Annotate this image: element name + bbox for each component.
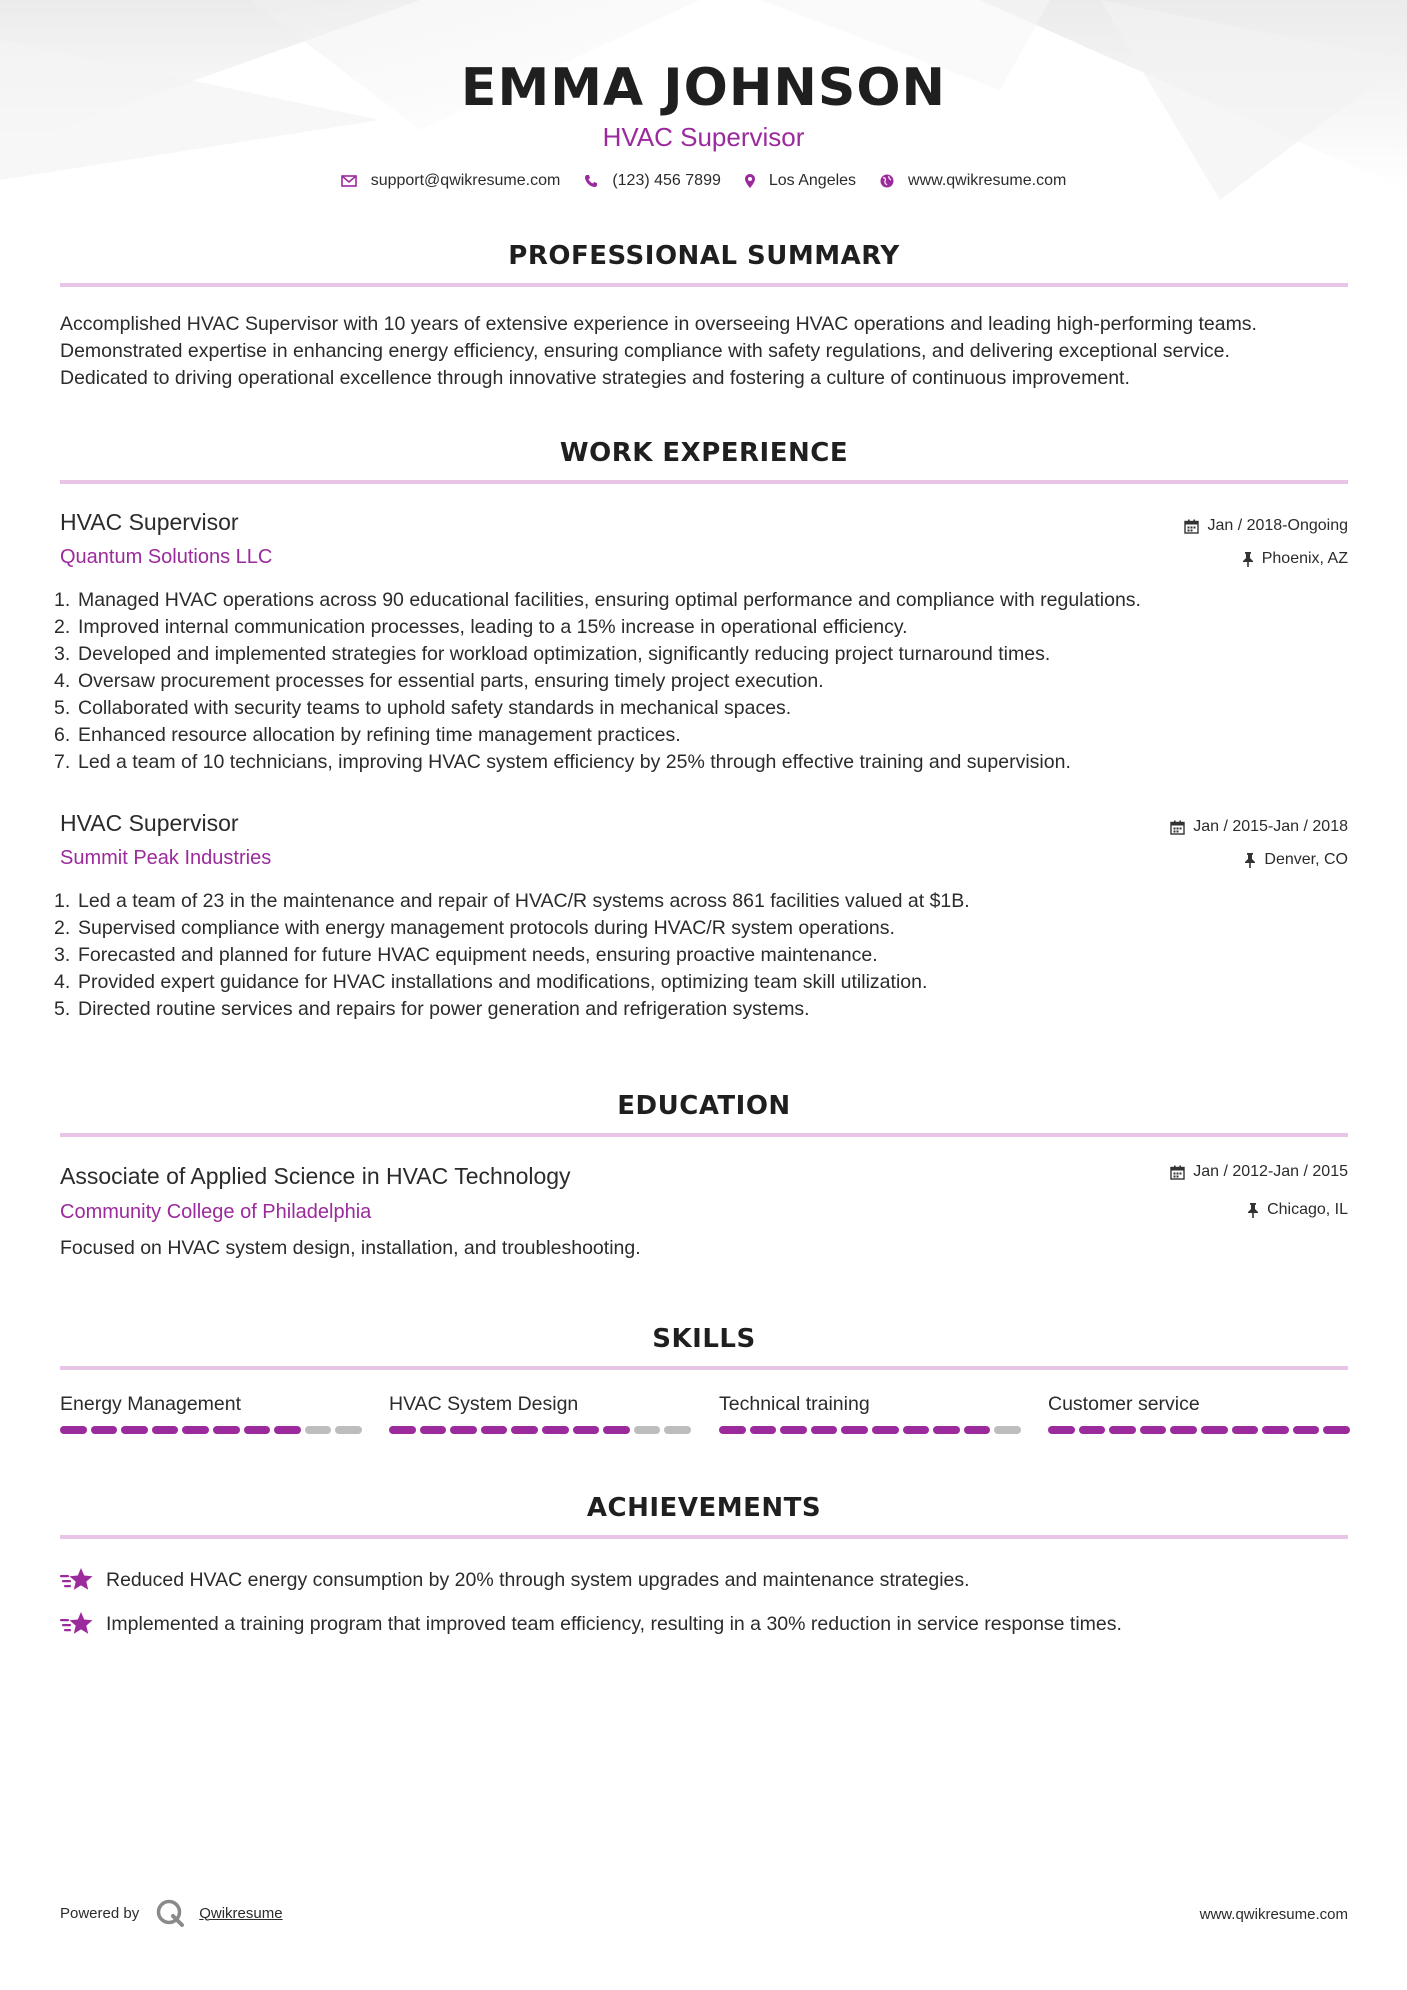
achievement-text: Reduced HVAC energy consumption by 20% through system upgrades and maintenance strategies. [106,1568,970,1591]
list-item: 2. Improved internal communication processes, leading to a 15% increase in operational efficiency. [54,616,908,638]
skill-dot-filled [1232,1426,1259,1434]
job-title: HVAC Supervisor [60,509,239,535]
contact-email[interactable] [341,172,561,190]
degree-title: Associate of Applied Science in HVAC Technology [60,1163,571,1189]
skill-rating [60,1426,362,1434]
job-title: HVAC Supervisor [60,810,239,836]
skill-dot-filled [1323,1426,1350,1434]
footer-powered-by [60,1898,283,1928]
skill-dot-filled [1293,1426,1320,1434]
email-icon [341,175,357,187]
pushpin-icon [1247,1203,1259,1218]
summary-line: Dedicated to driving operational excellence through innovative strategies and fostering a culture of continuous improvement. [60,367,1130,389]
skill-dot-empty [664,1426,691,1434]
list-item: 2. Supervised compliance with energy management protocols during HVAC/R system operations. [54,917,895,939]
skill-dot-filled [60,1426,87,1434]
skill-name: HVAC System Design [389,1393,579,1415]
skill-dot-filled [1048,1426,1075,1434]
email-text: support@qwikresume.com [370,172,561,189]
skill-rating [1048,1426,1350,1434]
globe-icon [880,174,894,188]
skill-item [1048,1393,1350,1434]
job-bullets [54,587,1358,776]
achievements-heading: ACHIEVEMENTS [586,1493,822,1523]
summary-heading: PROFESSIONAL SUMMARY [508,241,900,271]
list-item: 7. Led a team of 10 technicians, improving HVAC system efficiency by 25% through effective training and supervision. [54,751,1071,773]
skill-dot-filled [511,1426,538,1434]
list-item: 3. Forecasted and planned for future HVAC equipment needs, ensuring proactive maintenance. [54,944,878,966]
school-name: Community College of Philadelphia [60,1201,372,1223]
list-item: 6. Enhanced resource allocation by refining time management practices. [54,724,681,746]
job-dates [1170,818,1348,836]
skill-dot-empty [335,1426,362,1434]
footer-website[interactable]: www.qwikresume.com [1199,1906,1348,1923]
summary-line: Demonstrated expertise in enhancing energy efficiency, ensuring compliance with safety regulations, and delivering exceptional service. [60,340,1230,362]
pushpin-icon [1244,853,1256,868]
skill-dot-filled [964,1426,991,1434]
job-bullets [54,888,1358,1023]
skill-name: Energy Management [60,1393,242,1415]
map-pin-icon [745,174,755,188]
skill-item [60,1393,362,1434]
phone-text: (123) 456 7899 [612,172,721,189]
qwikresume-logo-icon [155,1898,185,1928]
skill-dot-filled [182,1426,209,1434]
skill-rating [719,1426,1021,1434]
skill-dot-filled [573,1426,600,1434]
candidate-name: EMMA JOHNSON [460,58,947,118]
shooting-star-icon [60,1565,96,1595]
skill-name: Customer service [1048,1393,1200,1415]
skill-dot-filled [481,1426,508,1434]
achievement-text: Implemented a training program that improved team efficiency, resulting in a 30% reduction in service response times. [106,1612,1122,1635]
education-description: Focused on HVAC system design, installation, and troubleshooting. [60,1237,641,1259]
job-location [1244,851,1348,869]
header-background-graphic [0,0,1407,240]
skill-dot-filled [1109,1426,1136,1434]
skill-dot-filled [1262,1426,1289,1434]
contact-website[interactable] [880,172,1066,190]
location-text: Los Angeles [768,172,857,189]
skills-heading: SKILLS [652,1324,756,1354]
job-location-text: Denver, CO [1264,851,1348,868]
list-item: 4. Provided expert guidance for HVAC installations and modifications, optimizing team skill utilization. [54,971,928,993]
skills-divider [60,1366,1348,1370]
education-divider [60,1133,1348,1137]
summary-text [60,311,1360,392]
list-item: 4. Oversaw procurement processes for essential parts, ensuring timely project execution. [54,670,824,692]
shooting-star-icon [60,1609,96,1639]
skill-dot-empty [305,1426,332,1434]
skill-dot-filled [933,1426,960,1434]
job-dates-text: Jan / 2018-Ongoing [1207,517,1348,534]
skill-dot-filled [213,1426,240,1434]
skill-dot-filled [603,1426,630,1434]
skill-dot-filled [1140,1426,1167,1434]
candidate-title: HVAC Supervisor [602,122,805,152]
skill-dot-empty [994,1426,1021,1434]
skill-dot-filled [389,1426,416,1434]
company-name: Quantum Solutions LLC [60,546,273,568]
skill-dot-filled [811,1426,838,1434]
skill-dot-filled [542,1426,569,1434]
contact-location [745,172,856,190]
skill-dot-filled [780,1426,807,1434]
calendar-icon [1170,820,1185,835]
job-location [1242,550,1348,568]
skill-dot-filled [750,1426,777,1434]
skill-dot-filled [274,1426,301,1434]
contact-bar [0,172,1407,190]
skill-name: Technical training [719,1393,870,1415]
skill-dot-filled [719,1426,746,1434]
website-text: www.qwikresume.com [908,172,1067,189]
job-location-text: Phoenix, AZ [1261,550,1348,567]
skill-item [389,1393,691,1434]
skill-dot-filled [420,1426,447,1434]
skill-item [719,1393,1021,1434]
skill-rating [389,1426,691,1434]
job-dates [1184,517,1348,535]
education-heading: EDUCATION [617,1091,791,1121]
skill-dot-filled [152,1426,179,1434]
calendar-icon [1170,1165,1185,1180]
company-name: Summit Peak Industries [60,847,272,869]
list-item: 3. Developed and implemented strategies for workload optimization, significantly reducing project turnaround times. [54,643,1051,665]
skill-dot-filled [450,1426,477,1434]
experience-heading: WORK EXPERIENCE [559,438,849,468]
summary-divider [60,283,1348,287]
list-item: 5. Directed routine services and repairs for power generation and refrigeration systems. [54,998,810,1020]
job-dates-text: Jan / 2015-Jan / 2018 [1193,818,1348,835]
pushpin-icon [1242,552,1254,567]
education-dates [1170,1163,1348,1181]
qwikresume-link[interactable]: Qwikresume [199,1904,283,1922]
education-location-text: Chicago, IL [1267,1201,1348,1218]
list-item: 5. Collaborated with security teams to uphold safety standards in mechanical spaces. [54,697,792,719]
powered-by-label: Powered by [60,1904,140,1922]
education-dates-text: Jan / 2012-Jan / 2015 [1193,1163,1348,1180]
achievement-item [60,1565,970,1595]
contact-phone[interactable] [584,172,721,190]
education-location [1247,1201,1348,1219]
skill-dot-filled [91,1426,118,1434]
skill-dot-filled [903,1426,930,1434]
skill-dot-filled [244,1426,271,1434]
skill-dot-filled [1170,1426,1197,1434]
skill-dot-filled [1201,1426,1228,1434]
list-item: 1. Managed HVAC operations across 90 educational facilities, ensuring optimal performance and compliance with regulations. [54,589,1141,611]
experience-divider [60,480,1348,484]
calendar-icon [1184,519,1199,534]
achievement-item [60,1609,1122,1639]
skill-dot-empty [634,1426,661,1434]
skill-dot-filled [1079,1426,1106,1434]
skill-dot-filled [841,1426,868,1434]
summary-line: Accomplished HVAC Supervisor with 10 years of extensive experience in overseeing HVAC operations and leading high-performing teams. [60,313,1257,335]
skill-dot-filled [121,1426,148,1434]
achievements-divider [60,1535,1348,1539]
list-item: 1. Led a team of 23 in the maintenance and repair of HVAC/R systems across 861 facilities valued at $1B. [54,890,970,912]
phone-icon [584,174,598,188]
skill-dot-filled [872,1426,899,1434]
